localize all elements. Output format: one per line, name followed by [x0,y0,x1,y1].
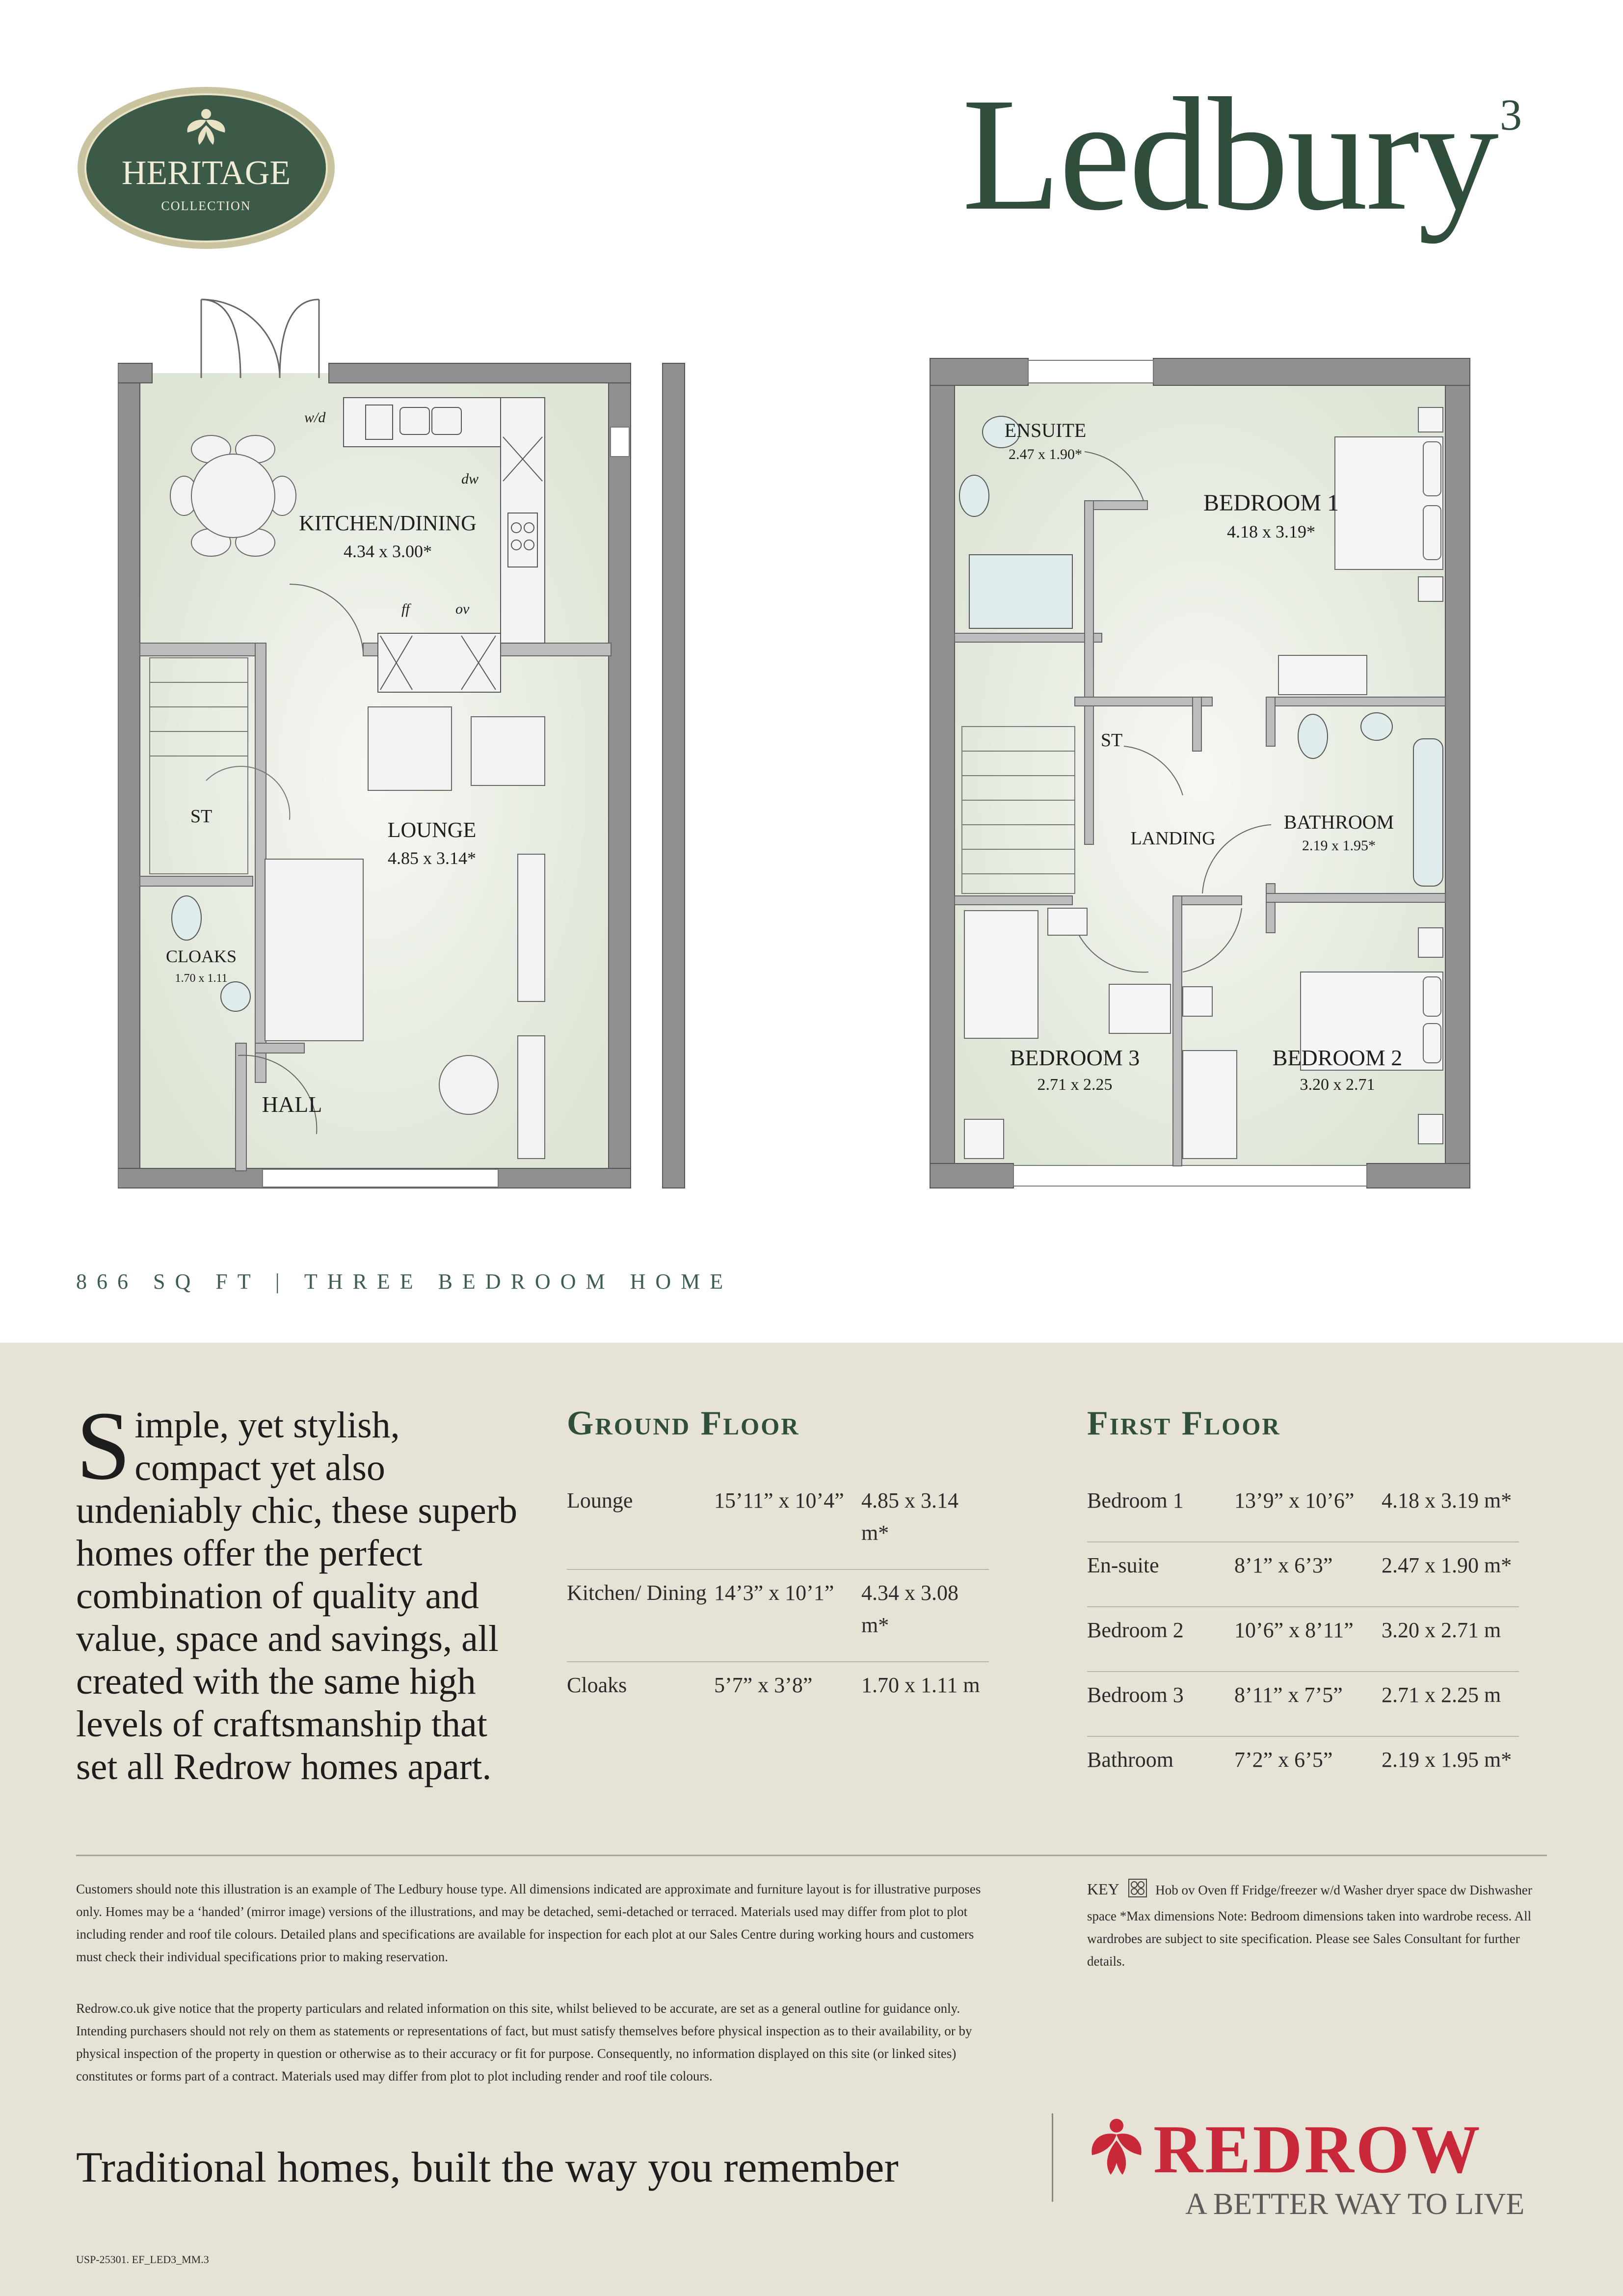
room-metric: 2.19 x 1.95 m* [1382,1748,1512,1772]
disclaimer-2: Redrow.co.uk give notice that the property particulars and related information on this site, whilst believed to be accurate, are set as a general outline for guidance only. Intending purchasers should not rely on them as statements or representations of fact, but must satisfy themselves before physical inspection as to their availability, or by physical inspection of the property in question or otherwise as to their accuracy or fit for purpose. Consequently, no information displayed on this site (or linked sites) constitutes or forms part of a contract. Materials used may differ from plot to plot including render and roof tile colours. [76,2001,972,2083]
wd-annotation: w/d [304,409,326,426]
room-imperial: 5’7” x 3’8” [714,1673,813,1697]
key-legend [1087,1878,1548,1972]
table-row [1087,1607,1519,1672]
kitchen-dining-dims: 4.34 x 3.00* [344,541,432,561]
room-imperial: 8’1” x 6’3” [1234,1553,1333,1577]
brand-slogan: A BETTER WAY TO LIVE [1185,2188,1525,2221]
table-row [567,1662,989,1721]
ff-st-label: ST [1100,730,1123,751]
badge-line1: HERITAGE [121,154,291,192]
first-floor-heading: First Floor [1087,1405,1281,1442]
vertical-divider [1052,2113,1053,2202]
heritage-collection-badge [74,83,339,253]
room-name: Kitchen/ Dining [567,1581,707,1605]
bathroom-dims: 2.19 x 1.95* [1302,837,1376,854]
tagline: Traditional homes, built the way you remember [76,2144,899,2191]
table-row [1087,1478,1519,1542]
disclaimer-1: Customers should note this illustration is an example of The Ledbury house type. All dimensions indicated are approximate and furniture layout is for illustrative purposes only. Homes may be a ‘handed’ (mirror image) versions of the illustrations, and may be detached, semi-detached or terraced. Materials used may differ from plot to plot including render and roof tile colours. Detailed plans and specifications are available for inspection for each plot at our Sales Centre during working hours and customers must check their individual specifications prior to making reservation. [76,1882,981,1964]
ground-floor-table [567,1478,989,1721]
table-row [567,1569,989,1662]
table-row [1087,1542,1519,1607]
room-imperial: 8’11” x 7’5” [1234,1683,1343,1707]
room-name: Bedroom 3 [1087,1683,1184,1707]
room-name: Lounge [567,1488,633,1513]
room-metric: 1.70 x 1.11 m [861,1673,980,1697]
room-imperial: 10’6” x 8’11” [1234,1618,1354,1642]
room-metric: 2.71 x 2.25 m [1382,1683,1501,1707]
room-imperial: 15’11” x 10’4” [714,1488,844,1513]
room-metric: 4.34 x 3.08 m* [861,1581,958,1637]
room-metric: 4.18 x 3.19 m* [1382,1488,1512,1513]
intro-paragraph [76,1392,528,1788]
key-label: KEY [1087,1880,1119,1898]
redrow-emblem-icon [1091,2119,1141,2175]
hob-icon [1128,1878,1147,1905]
hall-label: HALL [262,1092,322,1117]
table-row [1087,1736,1519,1801]
dw-annotation: dw [461,471,479,487]
st-label: ST [190,806,213,827]
ensuite-label: ENSUITE [1004,419,1087,441]
intro-text: imple, yet stylish, compact yet also undeniably chic, these superb homes offer the perfect combination of quality and value, space and savings, all created with the same high levels of craftsmanship that set all Redrow homes apart. [76,1405,518,1787]
lounge-label: LOUNGE [387,818,477,842]
page-title [962,65,1520,244]
key-text: Hob ov Oven ff Fridge/freezer w/d Washer dryer space dw Dishwasher space *Max dimensions Note: Bedroom dimensions taken into wardrobe recess. All wardrobes are subject to site specification. Please see Sales Consultant for further details. [1087,1883,1532,1969]
table-row [1087,1672,1519,1736]
brand-name: REDROW [1153,2111,1482,2188]
room-name: En-suite [1087,1553,1159,1577]
drop-cap: S [76,1392,131,1500]
room-imperial: 14’3” x 10’1” [714,1581,834,1605]
room-metric: 4.85 x 3.14 m* [861,1488,958,1545]
bedroom-3-label: BEDROOM 3 [1010,1045,1140,1070]
cloaks-label: CLOAKS [165,946,237,966]
bedroom-2-label: BEDROOM 2 [1272,1045,1403,1070]
badge-graphic [74,83,339,253]
redrow-logo [1087,2111,1553,2234]
kitchen-dining-label: KITCHEN/DINING [299,511,477,535]
first-floor-table [1087,1478,1519,1801]
bathroom-label: BATHROOM [1283,811,1394,833]
room-metric: 2.47 x 1.90 m* [1382,1553,1512,1577]
title-superscript: 3 [1499,91,1520,139]
room-name: Cloaks [567,1673,627,1697]
first-floor-plan [928,353,1507,1208]
cloaks-dims: 1.70 x 1.11 [175,972,228,985]
ground-floor-heading: Ground Floor [567,1405,800,1442]
room-name: Bedroom 2 [1087,1618,1184,1642]
ground-floor-plan [118,290,707,1217]
section-divider [76,1855,1547,1856]
lounge-dims: 4.85 x 3.14* [388,848,476,868]
badge-line2: COLLECTION [161,199,251,213]
ff-annotation: ff [401,601,410,617]
room-imperial: 7’2” x 6’5” [1234,1748,1333,1772]
bedroom-1-label: BEDROOM 1 [1203,490,1339,516]
table-row [567,1478,989,1569]
bedroom-2-dims: 3.20 x 2.71 [1300,1076,1375,1094]
room-name: Bedroom 1 [1087,1488,1184,1513]
room-name: Bathroom [1087,1748,1173,1772]
room-imperial: 13’9” x 10’6” [1234,1488,1355,1513]
document-code: USP-25301. EF_LED3_MM.3 [76,2253,209,2266]
ov-annotation: ov [455,601,470,617]
title-text: Ledbury [962,65,1497,244]
ensuite-dims: 2.47 x 1.90* [1009,446,1082,462]
bedroom-1-dims: 4.18 x 3.19* [1227,522,1315,541]
landing-label: LANDING [1130,828,1216,849]
room-metric: 3.20 x 2.71 m [1382,1618,1501,1642]
size-subtitle: 866 SQ FT | THREE BEDROOM HOME [76,1270,733,1294]
bedroom-3-dims: 2.71 x 2.25 [1037,1076,1113,1094]
